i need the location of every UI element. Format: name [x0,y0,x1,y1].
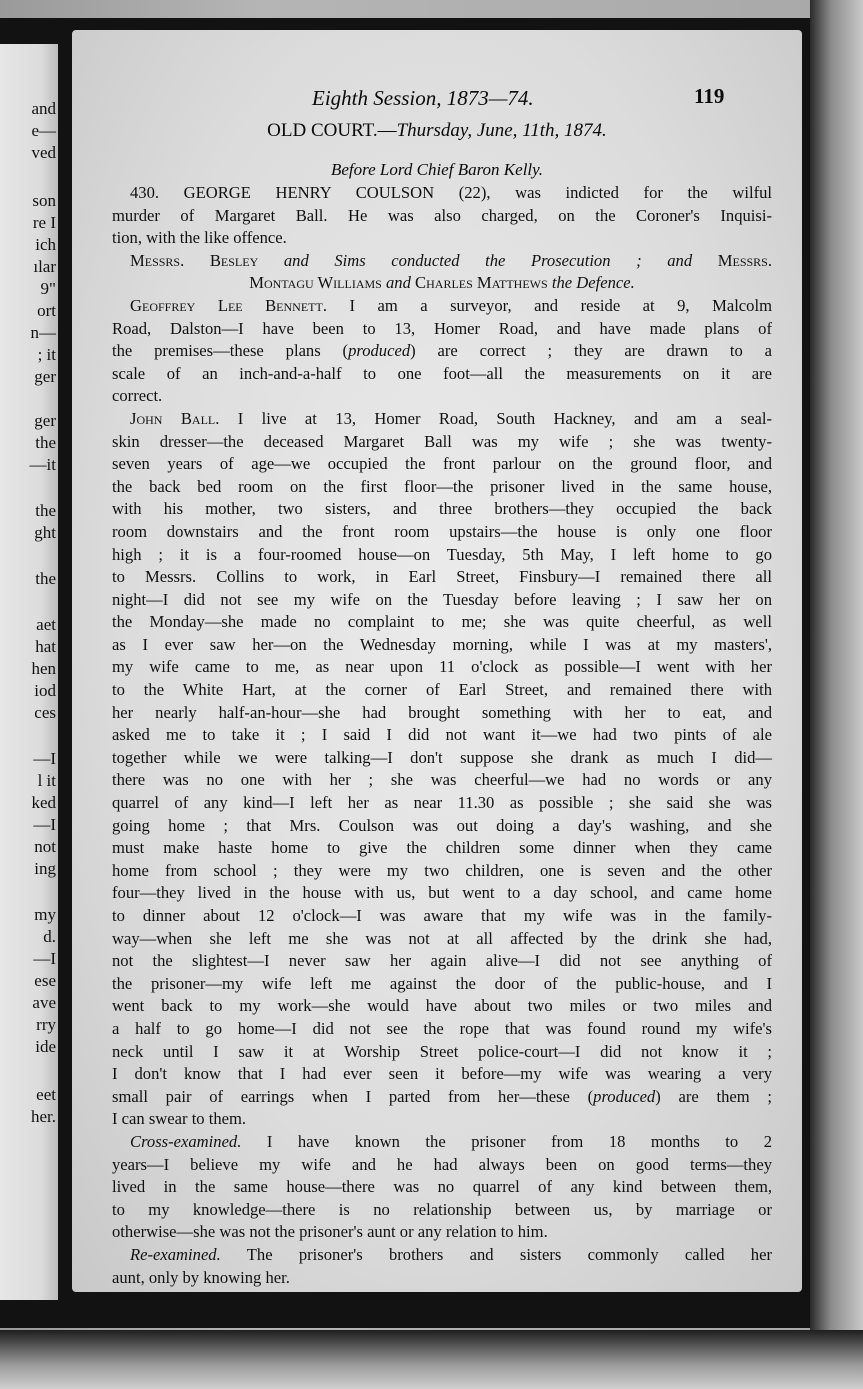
facing-page-fragment: —I [33,949,56,968]
text-run: murder of Margaret Ball. He was also charged, on the Coroner's Inquisi- [112,205,772,225]
text-line [112,769,772,792]
text-run: ) are correct ; they are drawn to a [410,341,772,361]
text-run: high ; it is a four-roomed house—on Tuesday, 5th May, I left home to go [112,544,772,564]
text-run: way—when she left me she was not at all affected by the drink she had, [112,928,772,948]
text-line [112,340,772,363]
text-line [112,1131,772,1154]
court-name: OLD COURT.— [267,120,397,141]
text-run: produced [593,1086,656,1106]
text-run: Geoffrey Lee Bennett. [130,295,327,315]
text-run: small pair of earrings when I parted from her—these ( [112,1086,594,1106]
facing-page-fragment: ; it [37,345,56,364]
facing-page-fragment: ılar [33,257,56,276]
text-run: the prisoner—my wife left me against the door of the public-house, and I [112,973,772,993]
facing-page-fragment: ger [34,411,56,430]
facing-page-left [0,44,58,1300]
text-line [112,702,772,725]
facing-page-fragment: ave [32,993,56,1012]
text-line [112,1267,772,1290]
facing-page-fragment: the [35,433,56,452]
text-run: Cross-examined. [130,1131,242,1151]
facing-page-fragment: son [32,191,56,210]
facing-page-fragment: hat [35,637,56,656]
text-line [112,544,772,567]
text-run: together while we were talking—I don't suppose she drank as much I did— [112,747,772,767]
text-line [112,521,772,544]
text-run: years—I believe my wife and he had always been on good terms—they [112,1154,772,1174]
text-run: The prisoner's brothers and sisters commonly called her [220,1244,772,1264]
facing-page-fragment: my [34,905,56,924]
text-run: the premises—these plans ( [112,341,349,361]
text-run: my wife came to me, as near upon 11 o'clock as possible—I went with her [112,657,772,677]
facing-page-fragment: —it [29,455,56,474]
text-run: and Sims [258,250,392,270]
text-run: a half to go home—I did not see the rope that was found round my wife's [112,1018,772,1038]
text-run: Re-examined. [130,1244,221,1264]
text-run: the Monday—she made no complaint to me; she was quite cheerful, as well [112,612,772,632]
text-line [112,1154,772,1177]
text-line [112,295,772,318]
facing-page-fragment: ing [34,859,56,878]
facing-page-fragment: ved [31,143,56,162]
text-run: went back to my work—she would have about two miles or two miles and [112,996,772,1016]
text-line [112,747,772,770]
facing-page-fragment: l it [37,771,56,790]
text-run: as I ever saw her—on the Wednesday morning, while I was at my masters', [112,634,772,654]
text-run: to the White Hart, at the corner of Earl Street, and remained there with [112,680,772,700]
court-heading [72,120,802,142]
text-line [112,634,772,657]
text-line [112,1018,772,1041]
text-run: her nearly half-an-hour—she had brought something with her to eat, and [112,702,772,722]
text-run: not the slightest—I never saw her again alive—I did not see anything of [112,951,772,971]
facing-page-fragment: ces [34,703,56,722]
court-date: Thursday, June, 11th, 1874. [396,120,607,141]
text-line [112,250,772,273]
text-line [112,815,772,838]
text-line [112,498,772,521]
text-run: John Ball. [130,408,220,428]
facing-page-fragment: —I [33,749,56,768]
facing-page-fragment: re I [32,213,56,232]
judge-line: Before Lord Chief Baron Kelly. [330,160,543,179]
text-run: room downstairs and the front room upstairs—the house is only one floor [112,521,772,541]
text-run: the back bed room on the first floor—the prisoner lived in the same house, [112,476,772,496]
text-run: to dinner about 12 o'clock—I was aware that my wife was in the family- [112,906,772,925]
text-run: correct. [112,386,163,406]
facing-page-fragment: aet [36,615,56,634]
facing-page-fragment: ich [35,235,56,254]
facing-page-fragment: eet [36,1085,56,1104]
text-line [112,950,772,973]
facing-page-fragment: and [31,99,56,118]
text-run: skin dresser—the deceased Margaret Ball was my wife ; she was twenty- [112,431,772,451]
text-line [112,1199,772,1222]
text-run: Road, Dalston—I have been to 13, Homer Road, and have made plans of [112,318,772,338]
text-line [112,882,772,905]
bottom-film-edge [0,1330,863,1389]
document-page [72,30,802,1292]
text-line [112,363,772,386]
text-run: Messrs. [717,250,772,270]
facing-page-fragment: the [35,501,56,520]
text-run: I live at 13, Homer Road, South Hackney, and am a seal- [219,408,772,428]
text-run: night—I did not see my wife on the Tuesday before leaving ; I saw her on [112,589,772,609]
text-run: quarrel of any kind—I left her as near 11.30 as possible ; she said she was [112,793,772,813]
text-line [112,453,772,476]
text-line [112,656,772,679]
text-line [112,837,772,860]
running-head: Eighth Session, 1873—74. [312,86,534,110]
text-line [112,792,772,815]
text-run: going home ; that Mrs. Coulson was out doing a day's washing, and she [112,815,772,835]
text-run: neck until I saw it at Worship Street police-court—I did not know it ; [112,1041,772,1061]
page-number: 119 [694,84,725,108]
facing-page-fragment: ger [34,367,56,386]
text-line [112,995,772,1018]
facing-page-fragment: the [35,569,56,588]
text-line [112,611,772,634]
text-run: produced [348,341,411,361]
facing-page-fragment: iod [34,681,56,700]
text-line [112,724,772,747]
trial-text [112,182,772,1289]
text-line [112,928,772,951]
text-line [112,182,772,205]
text-run: I can swear to them. [112,1109,247,1129]
facing-page-fragment: hen [31,659,56,678]
text-run: to Messrs. Collins to work, in Earl Street, Finsbury—I remained there all [112,567,772,587]
text-line [112,679,772,702]
text-run: Charles Matthews [415,273,548,293]
text-line [112,476,772,499]
facing-page-fragment: ide [35,1037,56,1056]
text-line [112,1063,772,1086]
text-line [112,589,772,612]
facing-page-fragment: her. [30,1107,56,1126]
text-run: ) are them ; [655,1086,772,1106]
text-line [112,408,772,431]
text-line [112,1176,772,1199]
text-line [112,205,772,228]
right-film-edge [810,0,863,1389]
facing-page-fragment: 9" [40,279,56,298]
text-line [112,318,772,341]
text-line [112,905,772,928]
text-run: aunt, only by knowing her. [112,1267,290,1287]
facing-page-fragment: ked [31,793,56,812]
text-line [112,860,772,883]
text-run: the Defence. [547,273,635,293]
page-header [72,86,802,116]
text-run: home from school ; they were my two children, one is seven and the other [112,860,772,880]
facing-page-fragment: not [34,837,56,856]
text-run: conducted the Prosecution ; and [391,250,718,270]
text-line [112,385,772,408]
facing-page-fragment: ght [34,523,56,542]
text-line [112,1108,772,1131]
text-run: I am a surveyor, and reside at 9, Malcolm [326,295,772,315]
text-line [112,1086,772,1109]
text-run: I don't know that I had ever seen it before—my wife was wearing a very [112,1064,772,1084]
facing-page-fragment: n— [30,323,56,342]
text-line [112,973,772,996]
text-run: with his mother, two sisters, and three brothers—they occupied the back [112,499,772,519]
text-run: and [381,273,416,293]
text-run: must make haste home to give the children some dinner when they came [112,838,772,858]
text-run: Messrs. Besley [130,250,259,270]
facing-page-fragment: d. [43,927,56,946]
text-line [112,431,772,454]
text-line [112,1244,772,1267]
text-run: asked me to take it ; I said I did not want it—we had two pints of ale [112,725,772,745]
text-run: four—they lived in the house with us, but went to a day school, and came home [112,883,772,903]
text-run: there was no one with her ; she was cheerful—we had no words or any [112,770,772,790]
text-line [112,272,772,295]
text-line [112,227,772,250]
text-line [112,566,772,589]
facing-page-fragment: e— [31,121,56,140]
text-run: lived in the same house—there was no quarrel of any kind between them, [112,1177,772,1197]
text-line [112,1221,772,1244]
facing-page-fragment: rry [36,1015,56,1034]
text-run: otherwise—she was not the prisoner's aunt or any relation to him. [112,1222,548,1242]
facing-page-fragment: ese [34,971,56,990]
facing-page-fragment: ort [37,301,56,320]
text-run: 430. GEORGE HENRY COULSON (22), was indicted for the wilful [130,183,772,202]
text-run: tion, with the like offence. [112,228,287,248]
text-line [112,1041,772,1064]
text-run: I have known the prisoner from 18 months to 2 [241,1131,772,1151]
facing-page-fragment: —I [33,815,56,834]
text-run: scale of an inch-and-a-half to one foot—all the measurements on it are [112,363,772,383]
text-run: seven years of age—we occupied the front parlour on the ground floor, and [112,454,772,474]
text-run: Montagu Williams [249,273,382,293]
text-run: to my knowledge—there is no relationship between us, by marriage or [112,1199,772,1219]
